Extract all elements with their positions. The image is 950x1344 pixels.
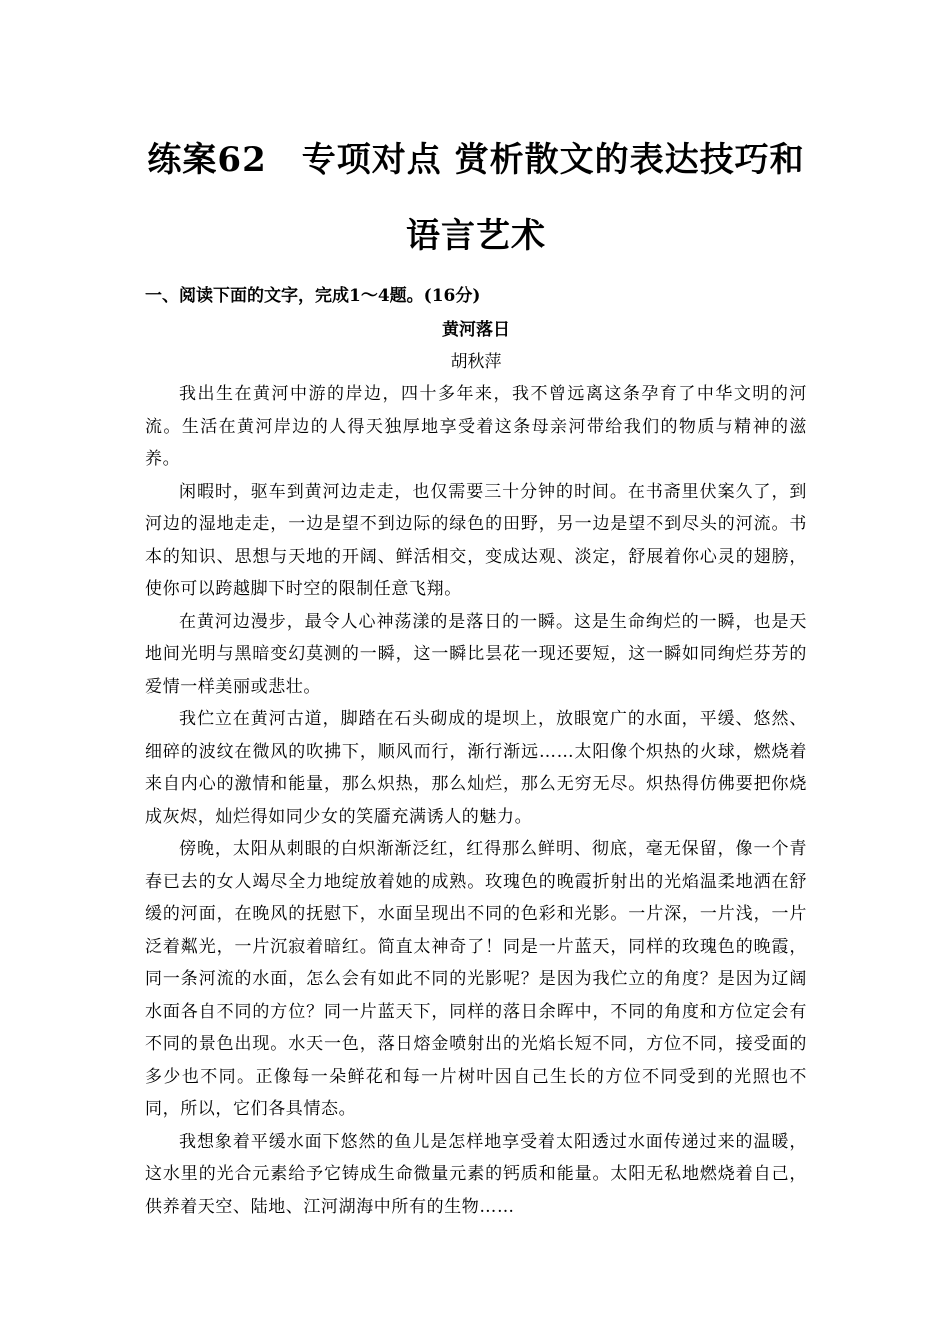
page-title — [145, 122, 807, 274]
document-page — [145, 122, 807, 1223]
article-title: 黄河落日 — [442, 320, 510, 340]
article-paragraph: 我出生在黄河中游的岸边，四十多年来，我不曾远离这条孕育了中华文明的河流。生活在黄河岸边的人得天独厚地享受着这条母亲河带给我们的物质与精神的滋养。 — [145, 384, 807, 469]
article-paragraph: 在黄河边漫步，最令人心神荡漾的是落日的一瞬。这是生命绚烂的一瞬，也是天地间光明与黑暗变幻莫测的一瞬，这一瞬比昙花一现还要短，这一瞬如同绚烂芬芳的爱情一样美丽或悲壮。 — [145, 611, 807, 697]
article-author: 胡秋萍 — [450, 352, 502, 372]
section-heading: 一、阅读下面的文字，完成1～4题。(16分) — [145, 286, 481, 306]
page-title-line-2: 语言艺术 — [406, 216, 546, 256]
article-paragraph: 我想象着平缓水面下悠然的鱼儿是怎样地享受着太阳透过水面传递过来的温暖，这水里的光合元素给予它铸成生命微量元素的钙质和能量。太阳无私地燃烧着自己，供养着天空、陆地、江河湖海中所有的生物…… — [145, 1131, 807, 1217]
page-title-line-1: 练案62 专项对点 赏析散文的表达技巧和 — [147, 140, 805, 180]
article-paragraph: 傍晚，太阳从刺眼的白炽渐渐泛红，红得那么鲜明、彻底，毫无保留，像一个青春已去的女人竭尽全力地绽放着她的成熟。玫瑰色的晚霞折射出的光焰温柔地洒在舒缓的河面，在晚风的抚慰下，水面呈现出不同的色彩和光影。一片深，一片浅，一片泛着粼光，一片沉寂着暗红。简直太神奇了！同是一片蓝天，同样的玫瑰色的晚霞，同一条河流的水面，怎么会有如此不同的光影呢？是因为我伫立的角度？是因为辽阔水面各自不同的方位？同一片蓝天下，同样的落日余晖中，不同的角度和方位定会有不同的景色出现。水天一色，落日熔金喷射出的光焰长短不同，方位不同，接受面的多少也不同。正像每一朵鲜花和每一片树叶因自己生长的方位不同受到的光照也不同，所以，它们各具情态。 — [145, 839, 807, 1119]
article-body — [145, 378, 807, 1223]
article-paragraph: 我伫立在黄河古道，脚踏在石头砌成的堤坝上，放眼宽广的水面，平缓、悠然、细碎的波纹在微风的吹拂下，顺风而行，渐行渐远……太阳像个炽热的火球，燃烧着来自内心的激情和能量，那么炽热，那么灿烂，那么无穷无尽。炽热得仿佛要把你烧成灰烬，灿烂得如同少女的笑靥充满诱人的魅力。 — [145, 709, 807, 827]
article-paragraph: 闲暇时，驱车到黄河边走走，也仅需要三十分钟的时间。在书斋里伏案久了，到河边的湿地走走，一边是望不到边际的绿色的田野，另一边是望不到尽头的河流。书本的知识、思想与天地的开阔、鲜活相交，变成达观、淡定，舒展着你心灵的翅膀，使你可以跨越脚下时空的限制任意飞翔。 — [145, 481, 807, 599]
